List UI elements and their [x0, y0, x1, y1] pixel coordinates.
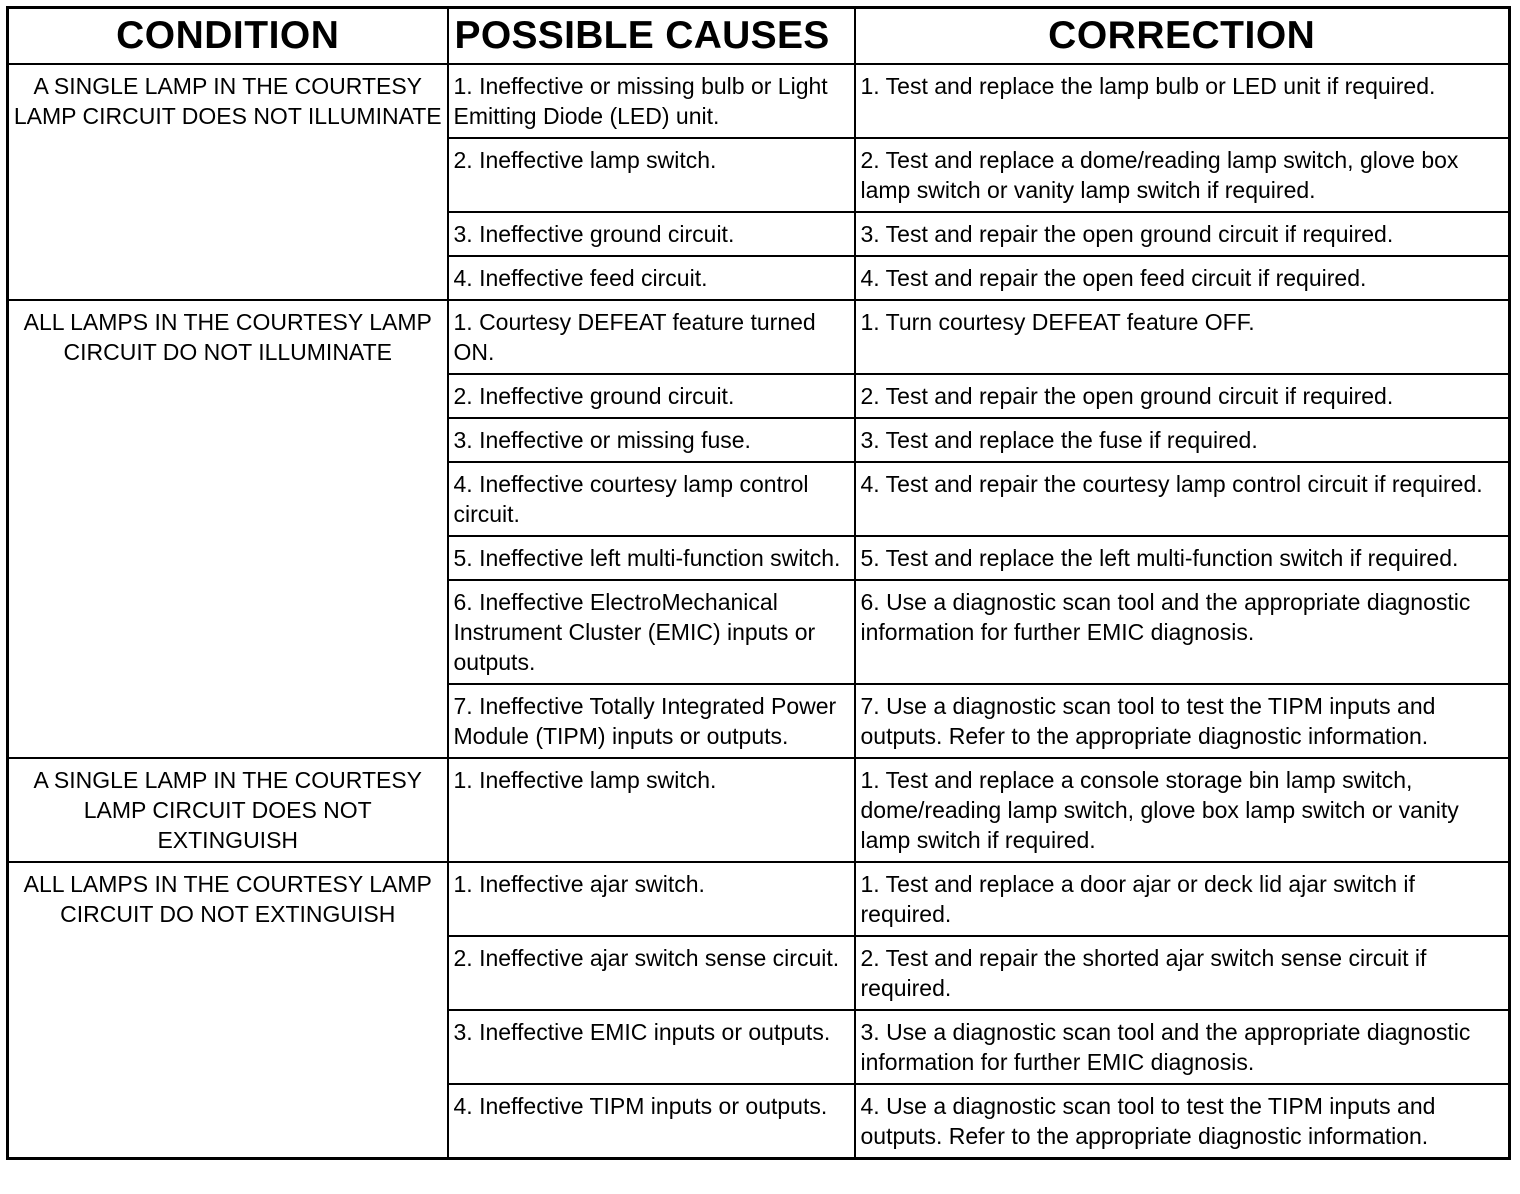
cause-cell: 6. Ineffective ElectroMechanical Instrument Cluster (EMIC) inputs or outputs.: [448, 580, 855, 684]
correction-cell: 5. Test and replace the left multi-function switch if required.: [855, 536, 1510, 580]
cause-cell: 1. Ineffective lamp switch.: [448, 758, 855, 862]
correction-cell: 3. Use a diagnostic scan tool and the appropriate diagnostic information for further EMIC diagnosis.: [855, 1010, 1510, 1084]
table-row: [8, 862, 1510, 936]
condition-header: CONDITION: [8, 8, 448, 65]
correction-cell: 3. Test and repair the open ground circuit if required.: [855, 212, 1510, 256]
correction-cell: 2. Test and repair the open ground circuit if required.: [855, 374, 1510, 418]
correction-cell: 3. Test and replace the fuse if required.: [855, 418, 1510, 462]
cause-cell: 3. Ineffective EMIC inputs or outputs.: [448, 1010, 855, 1084]
correction-cell: 4. Use a diagnostic scan tool to test the TIPM inputs and outputs. Refer to the appropriate diagnostic information.: [855, 1084, 1510, 1159]
correction-cell: 4. Test and repair the courtesy lamp control circuit if required.: [855, 462, 1510, 536]
correction-cell: 7. Use a diagnostic scan tool to test the TIPM inputs and outputs. Refer to the appropriate diagnostic information.: [855, 684, 1510, 758]
condition-cell: A SINGLE LAMP IN THE COURTESY LAMP CIRCUIT DOES NOT EXTINGUISH: [8, 758, 448, 862]
correction-cell: 4. Test and repair the open feed circuit if required.: [855, 256, 1510, 300]
cause-cell: 3. Ineffective or missing fuse.: [448, 418, 855, 462]
correction-cell: 2. Test and repair the shorted ajar switch sense circuit if required.: [855, 936, 1510, 1010]
header-row: [8, 8, 1510, 65]
table-row: [8, 758, 1510, 862]
diagnosis-table: [6, 6, 1511, 1160]
correction-cell: 1. Turn courtesy DEFEAT feature OFF.: [855, 300, 1510, 374]
cause-cell: 4. Ineffective TIPM inputs or outputs.: [448, 1084, 855, 1159]
condition-cell: A SINGLE LAMP IN THE COURTESY LAMP CIRCUIT DOES NOT ILLUMINATE: [8, 64, 448, 300]
correction-cell: 1. Test and replace the lamp bulb or LED unit if required.: [855, 64, 1510, 138]
cause-cell: 4. Ineffective courtesy lamp control circuit.: [448, 462, 855, 536]
cause-cell: 1. Courtesy DEFEAT feature turned ON.: [448, 300, 855, 374]
possible-causes-header: POSSIBLE CAUSES: [448, 8, 855, 65]
correction-cell: 6. Use a diagnostic scan tool and the appropriate diagnostic information for further EMIC diagnosis.: [855, 580, 1510, 684]
correction-header: CORRECTION: [855, 8, 1510, 65]
correction-cell: 2. Test and replace a dome/reading lamp switch, glove box lamp switch or vanity lamp switch if required.: [855, 138, 1510, 212]
correction-cell: 1. Test and replace a door ajar or deck lid ajar switch if required.: [855, 862, 1510, 936]
cause-cell: 4. Ineffective feed circuit.: [448, 256, 855, 300]
cause-cell: 1. Ineffective ajar switch.: [448, 862, 855, 936]
condition-cell: ALL LAMPS IN THE COURTESY LAMP CIRCUIT DO NOT ILLUMINATE: [8, 300, 448, 758]
table-row: [8, 300, 1510, 374]
cause-cell: 7. Ineffective Totally Integrated Power Module (TIPM) inputs or outputs.: [448, 684, 855, 758]
condition-cell: ALL LAMPS IN THE COURTESY LAMP CIRCUIT DO NOT EXTINGUISH: [8, 862, 448, 1159]
cause-cell: 3. Ineffective ground circuit.: [448, 212, 855, 256]
cause-cell: 2. Ineffective ajar switch sense circuit.: [448, 936, 855, 1010]
table-row: [8, 64, 1510, 138]
cause-cell: 5. Ineffective left multi-function switch.: [448, 536, 855, 580]
cause-cell: 1. Ineffective or missing bulb or Light Emitting Diode (LED) unit.: [448, 64, 855, 138]
correction-cell: 1. Test and replace a console storage bin lamp switch, dome/reading lamp switch, glove box lamp switch or vanity lamp switch if required.: [855, 758, 1510, 862]
cause-cell: 2. Ineffective ground circuit.: [448, 374, 855, 418]
cause-cell: 2. Ineffective lamp switch.: [448, 138, 855, 212]
